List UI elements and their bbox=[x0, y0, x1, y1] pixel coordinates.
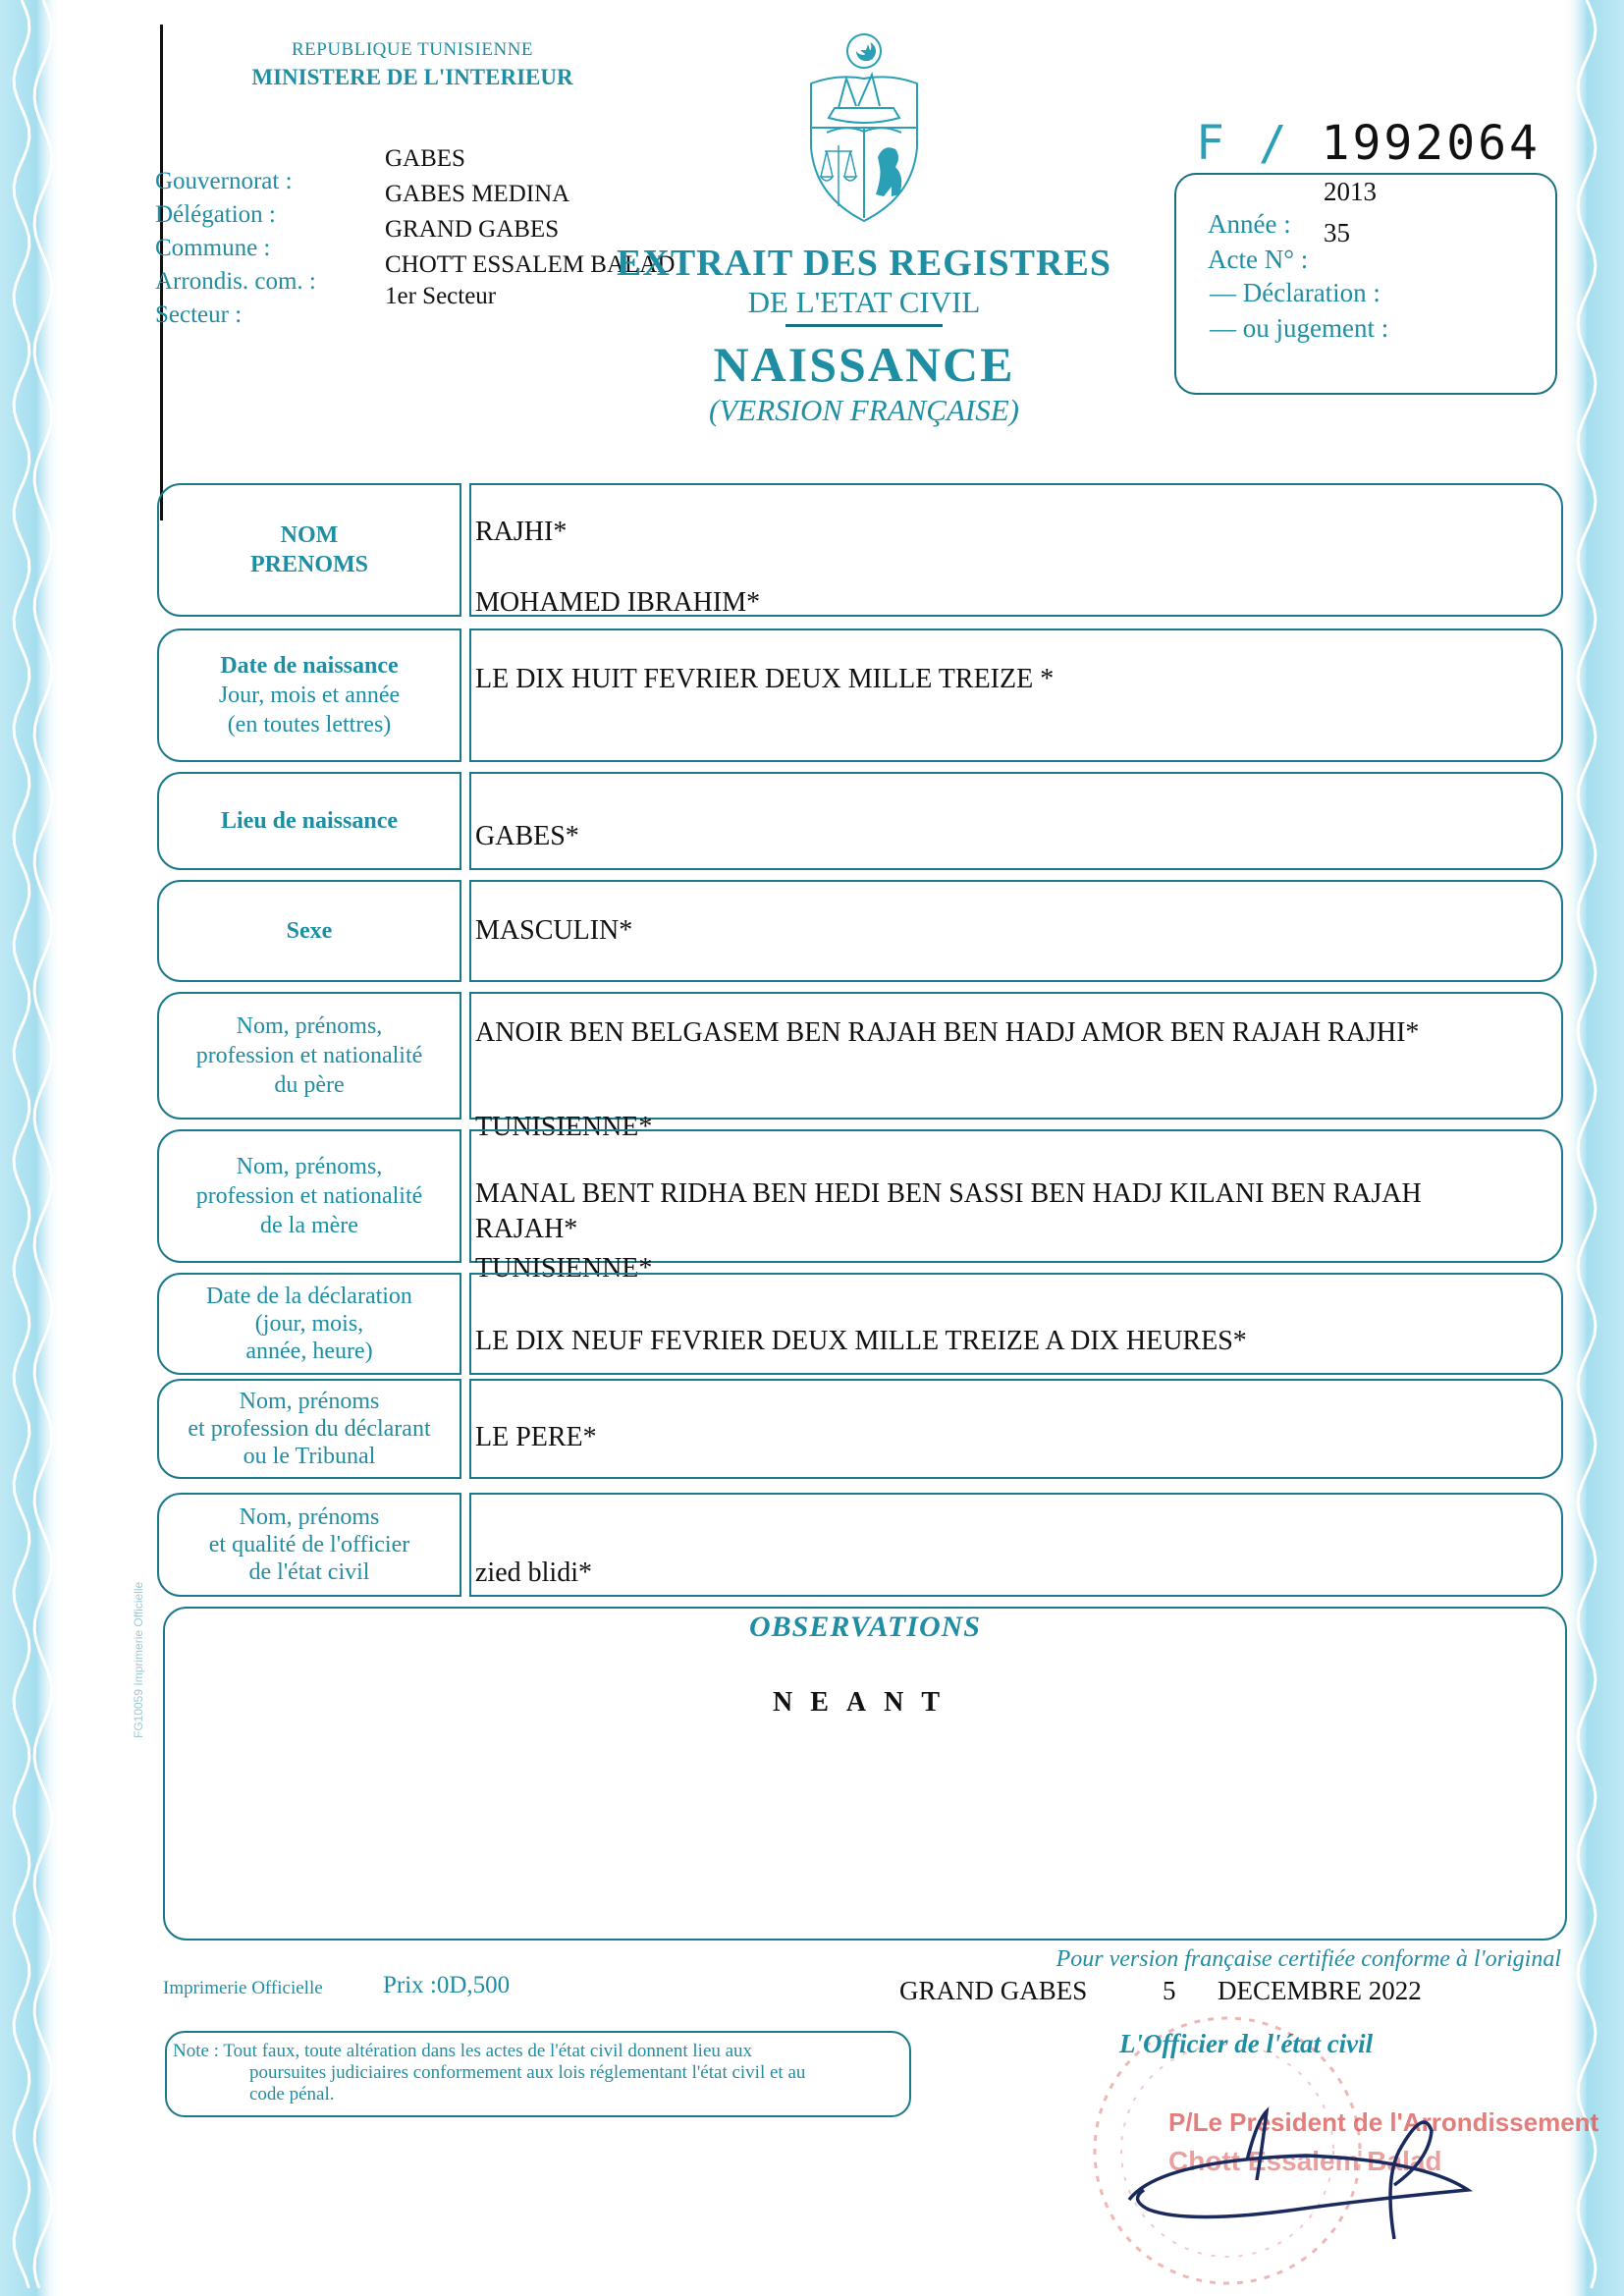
reference-value: 1992064 bbox=[1321, 116, 1541, 171]
label-secteur: Secteur : bbox=[155, 301, 243, 328]
row-label: Lieu de naissance bbox=[157, 772, 461, 870]
nom-value: RAJHI* bbox=[475, 517, 568, 547]
row-lieu-naissance bbox=[157, 772, 1563, 870]
label-gouvernorat: Gouvernorat : bbox=[155, 168, 293, 194]
acte-year-value: 2013 bbox=[1324, 177, 1377, 206]
row-value-box bbox=[469, 1273, 1563, 1375]
observations-text: NEANT bbox=[772, 1687, 957, 1718]
pere-nationalite: TUNISIENNE* bbox=[475, 1112, 653, 1142]
lieu-naissance-value: GABES* bbox=[475, 821, 579, 851]
value-delegation: GABES MEDINA bbox=[385, 181, 570, 207]
acte-number-value: 35 bbox=[1324, 218, 1350, 247]
row-value-box bbox=[469, 772, 1563, 870]
stamp-text-1: P/Le Président de l'Arrondissement bbox=[1168, 2107, 1599, 2137]
jugement-label: — ou jugement : bbox=[1210, 313, 1389, 343]
row-label: Sexe bbox=[157, 880, 461, 982]
row-date-naissance bbox=[157, 629, 1563, 762]
acte-year-label: Année : bbox=[1208, 209, 1291, 239]
label-arrondissement: Arrondis. com. : bbox=[155, 268, 316, 295]
issue-day: 5 bbox=[1163, 1976, 1176, 2005]
declarant-value: LE PERE* bbox=[475, 1422, 597, 1452]
issue-place: GRAND GABES bbox=[899, 1976, 1088, 2005]
decorative-border-right bbox=[1555, 0, 1624, 2296]
mere-value: MANAL BENT RIDHA BEN HEDI BEN SASSI BEN HADJ KILANI BEN RAJAH bbox=[475, 1178, 1422, 1209]
ministry-heading: MINISTERE DE L'INTERIEUR bbox=[251, 65, 573, 89]
acte-number-label: Acte N° : bbox=[1208, 245, 1309, 274]
version-label: (VERSION FRANÇAISE) bbox=[709, 393, 1019, 427]
value-arrondissement: CHOTT ESSALEM BALAD bbox=[385, 251, 676, 278]
prenoms-value: MOHAMED IBRAHIM* bbox=[475, 587, 761, 618]
note-line-1: Tout faux, toute altération dans les actes de l'état civil donnent lieu aux bbox=[223, 2041, 753, 2061]
coat-of-arms-icon bbox=[797, 29, 931, 226]
declaration-label: — Déclaration : bbox=[1210, 278, 1380, 307]
label-delegation: Délégation : bbox=[155, 201, 276, 228]
row-declarant bbox=[157, 1379, 1563, 1479]
row-value-box bbox=[469, 992, 1563, 1120]
legal-note bbox=[173, 2041, 909, 2105]
mere-value-cont: RAJAH* bbox=[475, 1214, 578, 1244]
row-label: Date de naissance Jour, mois et année (en toutes lettres) bbox=[157, 629, 461, 762]
value-secteur: 1er Secteur bbox=[385, 283, 497, 309]
pere-value: ANOIR BEN BELGASEM BEN RAJAH BEN HADJ AMOR BEN RAJAH RAJHI* bbox=[475, 1017, 1420, 1048]
reference-prefix: F / bbox=[1196, 116, 1290, 171]
officer-title: L'Officier de l'état civil bbox=[1119, 2029, 1374, 2058]
republic-heading: REPUBLIQUE TUNISIENNE bbox=[291, 39, 534, 60]
printer-code: FG10059 Imprimerie Officielle bbox=[132, 1581, 145, 1738]
certification-text: Pour version française certifiée conforme à l'original bbox=[1056, 1946, 1561, 1972]
document-title: EXTRAIT DES REGISTRES bbox=[617, 243, 1111, 284]
mere-nationalite: TUNISIENNE* bbox=[475, 1253, 653, 1284]
row-label: NOM PRENOMS bbox=[157, 483, 461, 617]
row-label: Nom, prénoms et qualité de l'officier de l'état civil bbox=[157, 1493, 461, 1597]
document-type: NAISSANCE bbox=[713, 337, 1015, 392]
row-mere bbox=[157, 1129, 1563, 1284]
observations-box bbox=[163, 1607, 1567, 1941]
row-value-box bbox=[469, 880, 1563, 982]
row-label: Date de la déclaration (jour, mois, année, heure) bbox=[157, 1273, 461, 1375]
price-label: Prix :0D,500 bbox=[383, 1972, 511, 1998]
row-value-box bbox=[469, 629, 1563, 762]
title-divider bbox=[785, 324, 943, 327]
issue-month-year: DECEMBRE 2022 bbox=[1218, 1976, 1422, 2005]
row-date-declaration bbox=[157, 1273, 1563, 1375]
officier-value: zied blidi* bbox=[475, 1558, 592, 1588]
value-gouvernorat: GABES bbox=[385, 145, 465, 172]
row-nom-prenoms bbox=[157, 483, 1563, 617]
reference-number bbox=[1196, 116, 1541, 171]
row-pere bbox=[157, 992, 1563, 1142]
stamp-text-2: Chott Essalem Balad bbox=[1168, 2146, 1442, 2176]
row-value-box bbox=[469, 1493, 1563, 1597]
date-naissance-value: LE DIX HUIT FEVRIER DEUX MILLE TREIZE * bbox=[475, 664, 1055, 694]
date-declaration-value: LE DIX NEUF FEVRIER DEUX MILLE TREIZE A DIX HEURES* bbox=[475, 1326, 1247, 1356]
note-line-2: poursuites judiciaires conformement aux lois réglementant l'état civil et au bbox=[249, 2062, 806, 2083]
note-line-3: code pénal. bbox=[249, 2084, 335, 2105]
printer-label: Imprimerie Officielle bbox=[163, 1978, 323, 1998]
row-label: Nom, prénoms et profession du déclarant ou le Tribunal bbox=[157, 1379, 461, 1479]
observations-title: OBSERVATIONS bbox=[749, 1611, 981, 1643]
sexe-value: MASCULIN* bbox=[475, 915, 633, 946]
row-label: Nom, prénoms, profession et nationalité du père bbox=[157, 992, 461, 1120]
row-sexe bbox=[157, 880, 1563, 982]
row-value-box bbox=[469, 1379, 1563, 1479]
note-prefix: Note : bbox=[173, 2041, 219, 2061]
admin-labels bbox=[155, 165, 316, 332]
document-subtitle: DE L'ETAT CIVIL bbox=[747, 285, 981, 319]
row-label: Nom, prénoms, profession et nationalité de la mère bbox=[157, 1129, 461, 1263]
value-commune: GRAND GABES bbox=[385, 216, 560, 243]
row-officier bbox=[157, 1493, 1563, 1597]
label-commune: Commune : bbox=[155, 235, 271, 261]
decorative-border-left bbox=[0, 0, 69, 2296]
